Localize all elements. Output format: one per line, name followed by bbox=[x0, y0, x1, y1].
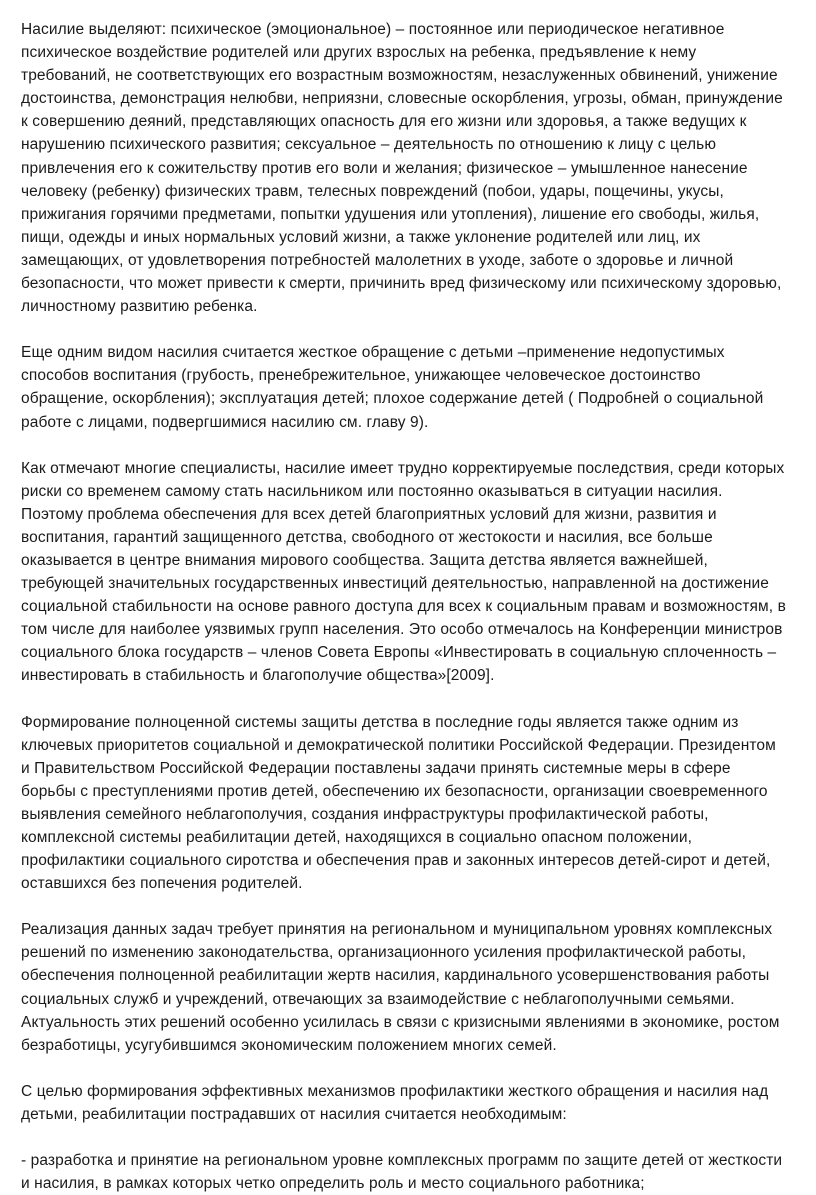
paragraph-cruel-treatment: Еще одним видом насилия считается жесткое обращение с детьми –применение недопустимых способов воспитания (грубость, пренебрежительное, унижающее человеческое достоинство обращение, оскорбления); эксплуатация детей; плохое содержание детей ( Подробней о социальной работе с лицами, подвергшимися насилию см. главу 9). bbox=[21, 344, 764, 431]
list-item-regional-programs: - разработка и принятие на региональном уровне комплексных программ по защите детей от жесткости и насилия, в рамках которых четко определить роль и место социального работника; bbox=[21, 1152, 783, 1193]
paragraph-purpose: С целью формирования эффективных механизмов профилактики жесткого обращения и насилия над детьми, реабилитации пострадавших от насилия считается необходимым: bbox=[21, 1082, 769, 1123]
paragraph-violence-types: Насилие выделяют: психическое (эмоциональное) – постоянное или периодическое негативное психическое воздействие родителей или других взрослых на ребенка, предъявление к нему требований, не соответствующих его возрастным возможностям, незаслуженных обвинений, унижение достоинства, демонстрация нелюбви, неприязни, словесные оскорбления, угрозы, обман, принуждение к совершению деяний, представляющих опасность для его жизни или здоровья, а также ведущих к нарушению психического развития; сексуальное – деятельность по отношению к лицу с целью привлечения его к сожительству против его воли и желания; физическое – умышленное нанесение человеку (ребенку) физических травм, телесных повреждений (побои, удары, пощечины, укусы, прижигания горячими предметами, попытки удушения или утопления), лишение его свободы, жилья, пищи, одежды и иных нормальных условий жизни, а также уклонение родителей или лиц, их замещающих, от удовлетворения потребностей малолетних в уходе, заботе о здоровье и личной безопасности, что может привести к смерти, причинить вред физическому или психическому здоровью, личностному развитию ребенка. bbox=[21, 21, 783, 316]
paragraph-implementation: Реализация данных задач требует принятия на региональном и муниципальном уровнях комплексных решений по изменению законодательства, организационного усиления профилактической работы, обеспечения полноценной реабилитации жертв насилия, кардинального усовершенствования работы социальных служб и учреждений, отвечающих за взаимодействие с неблагополучными семьями. Актуальность этих решений особенно усилилась в связи с кризисными явлениями в экономике, ростом безработицы, усугубившимся экономическим положением многих семей. bbox=[21, 921, 780, 1054]
paragraph-consequences: Как отмечают многие специалисты, насилие имеет трудно корректируемые последствия, среди которых риски со временем самому стать насильником или постоянно оказываться в ситуации насилия. Поэтому проблема обеспечения для всех детей благоприятных условий для жизни, развития и воспитания, гарантий защищенного детства, свободного от жестокости и насилия, все больше оказывается в центре внимания мирового сообщества. Защита детства является важнейшей, требующей значительных государственных инвестиций деятельностью, направленной на достижение социальной стабильности на основе равного доступа для всех к социальным правам и возможностям, в том числе для наиболее уязвимых групп населения. Это особо отмечалось на Конференции министров социального блока государств – членов Совета Европы «Инвестировать в социальную сплоченность – инвестировать в стабильность и благополучие общества»[2009]. bbox=[21, 459, 786, 685]
paragraph-state-priorities: Формирование полноценной системы защиты детства в последние годы является также одним из ключевых приоритетов социальной и демократической политики Российской Федерации. Президентом и Правительством Российской Федерации поставлены задачи принять системные меры в сфере борьбы с преступлениями против детей, обеспечению их безопасности, организации своевременного выявления семейного неблагополучия, создания инфраструктуры профилактической работы, комплексной системы реабилитации детей, находящихся в социально опасном положении, профилактики социального сиротства и обеспечения прав и законных интересов детей-сирот и детей, оставшихся без попечения родителей. bbox=[21, 713, 776, 893]
